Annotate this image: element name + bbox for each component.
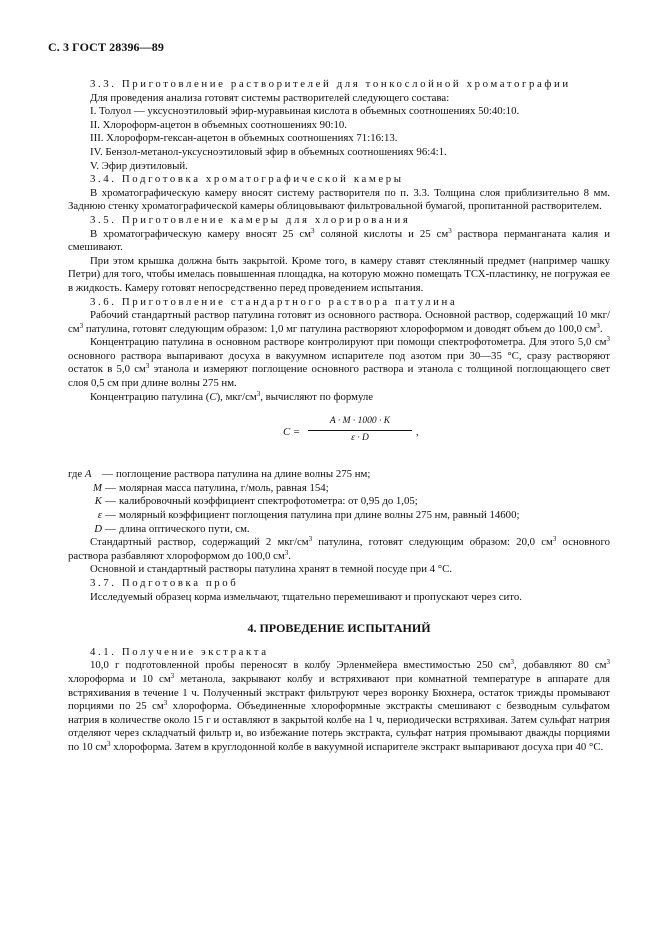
section-3-4-text: В хроматографическую камеру вносят систему растворителя по п. 3.3. Толщина слоя приблизительно 8 мм. Заднюю стенку хроматографической камеры облицовывают фильтровальной бумагой, пропитанной растворителем. [68,186,610,213]
section-3-7-title: 3.7. Подготовка проб [90,577,239,589]
section-3-6-text-2: Концентрацию патулина в основном растворе контролируют при помощи спектрофотометра. Для этого 5,0 $см^3$ основного раствора выпаривают досуха в вакуумном испарителе под азотом при 30—35 °С, сразу растворяют остаток в 5,0 $см^3$ этанола и измеряют поглощение основного раствора и этанола с толщиной поглощающего свет слоя 0,5 см при длине волны 275 нм. [68,335,611,390]
document-body [68,78,610,755]
list-item: II. Хлороформ-ацетон в объемных соотношениях 90:10. [90,118,347,131]
formula-fraction [308,415,412,445]
formula-denominator: ε · D [351,432,369,443]
list-item: V. Эфир диэтиловый. [90,159,188,172]
section-3-5-title: 3.5. Приготовление камеры для хлорирования [90,213,411,226]
section-3-6-title: 3.6. Приготовление стандартного раствора патулина [90,295,458,308]
section-3-6-text-1: Рабочий стандартный раствор патулина готовят из основного раствора. Основной раствор, содержащий 10 мкг/$см^3$ патулина, готовят следующим образом: 1,0 мг патулина растворяют хлороформом и доводят объем до 100,0 $см^3$. [68,309,610,335]
formula-numerator: A · M · 1000 · K [308,415,412,431]
section-4-1-text: 10,0 г подготовленной пробы переносят в колбу Эрленмейера вместимостью 250 $см^3$, добавляют 80 $см^3$ хлороформа и 10 $см^3$ метанола, закрывают колбу и встряхивают при комнатной температуре в аппарате для встряхивания в течение 1 ч. Полученный экстракт фильтруют через воронку Бюхнера, остаток трижды промывают порциями по 25 $см^3$ хлороформа. Объединенные хлороформные экстракты смешивают с безводным сульфатом натрия в количестве около 15 г и оставляют в закрытой колбе на 1 ч, периодически встряхивая. Затем сульфат натрия отделяют через складчатый фильтр и, во избежание потерь экстракта, сульфат натрия промывают дважды порциями по 10 $см^3$ хлороформа. Затем в круглодонной колбе в вакуумной испарителе экстракт выпаривают досуха при 40 °С. [68,658,611,753]
page-header: С. 3 ГОСТ 28396—89 [48,40,164,54]
section-3-5-text-2: При этом крышка должна быть закрытой. Кроме того, в камеру ставят стеклянный предмет (например чашку Петри) для того, чтобы имелась повышенная площадка, на которую можно помещать ТСХ-пластинку, не погружая ее в жидкость. Камеру готовят непосредственно перед проведением испытания. [68,254,610,294]
definition-row: M — молярная масса патулина, г/моль, равная 154; [93,481,329,494]
section-3-4-title: 3.4. Подготовка хроматографической камеры [90,173,404,186]
section-3-5-text-1: В хроматографическую камеру вносят 25 $см^3$ соляной кислоты и 25 $см^3$ раствора перманганата калия и смешивают. [68,226,610,254]
definition-row: где A — поглощение раствора патулина на длине волны 275 нм; [68,468,371,481]
list-item: III. Хлороформ-гексан-ацетон в объемных соотношениях 71:16:13. [90,132,398,145]
list-item: I. Толуол — уксусноэтиловый эфир-муравьиная кислота в объемных соотношениях 50:40:10. [90,105,520,118]
definition-row: ε — молярный коэффициент поглощения патулина при длине волны 275 нм, равный 14600; [97,509,520,522]
formula-definitions [68,468,610,536]
section-3-3-intro: Для проведения анализа готовят системы растворителей следующего состава: [90,91,450,104]
definition-row: D — длина оптического пути, см. [94,522,250,535]
section-4-1-title: 4.1. Получение экстракта [90,645,269,658]
formula [68,410,610,458]
list-item: IV. Бензол-метанол-уксусноэтиловый эфир в объемных соотношениях 96:4:1. [90,145,447,158]
section-3-6-text-3: Концентрацию патулина (С), мкг/$см^3$, вычисляют по формуле [90,389,374,403]
formula-tail: , [416,426,419,439]
section-3-3-title: 3.3. Приготовление растворителей для тонкослойной хроматографии [90,78,571,90]
formula-lhs: C = [283,426,301,439]
section-4-title: 4. ПРОВЕДЕНИЕ ИСПЫТАНИЙ [247,621,431,636]
section-3-6-text-5: Основной и стандартный растворы патулина хранят в темной посуде при 4 °С. [90,563,452,576]
section-3-7-text: Исследуемый образец корма измельчают, тщательно перемешивают и пропускают через сито. [90,590,522,603]
section-3-6-text-4: Стандартный раствор, содержащий 2 мкг/$см^3$ патулина, готовят следующим образом: 20,0 $см^3$ основного раствора разбавляют хлороформом до 100,0 $см^3$. [68,535,610,562]
definition-row: K — калибровочный коэффициент спектрофотометра: от 0,95 до 1,05; [94,495,418,508]
